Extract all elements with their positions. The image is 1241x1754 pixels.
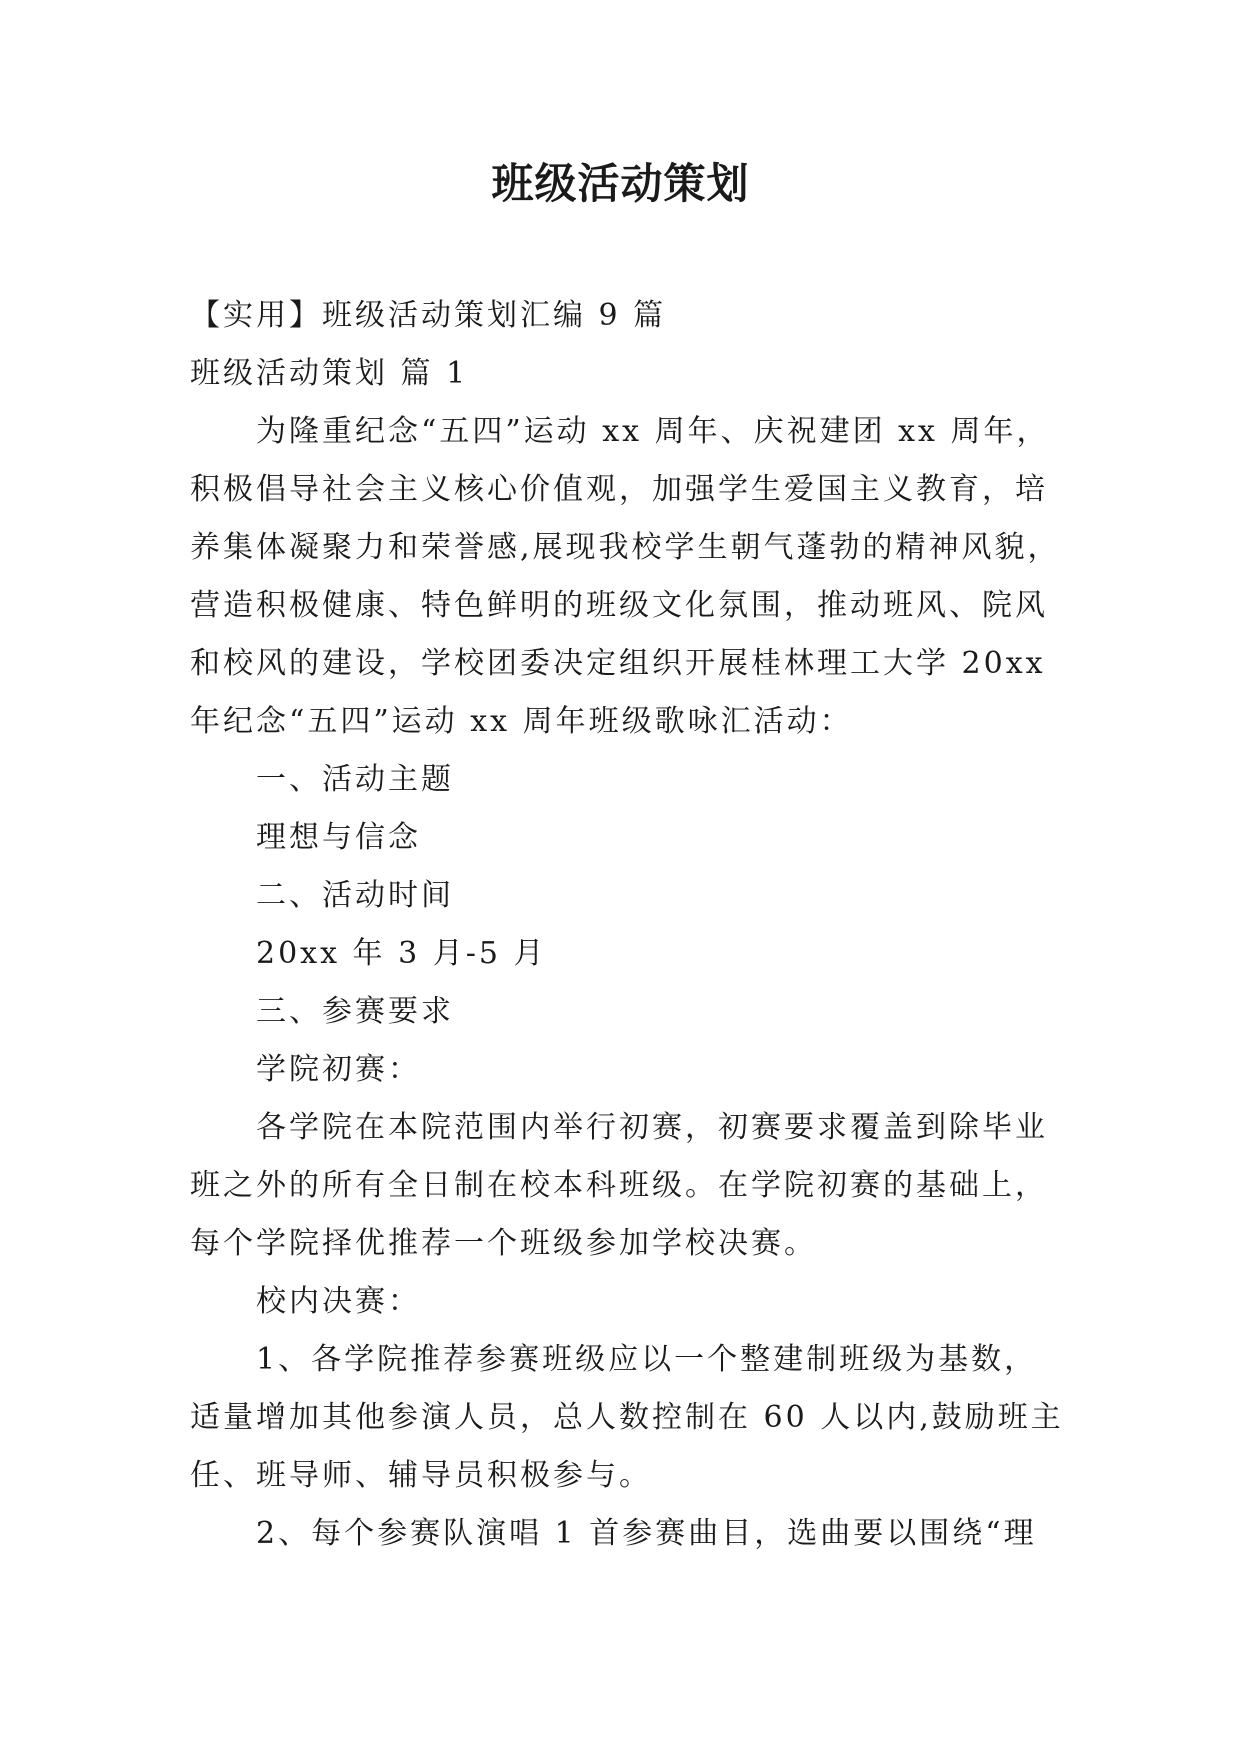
paragraph-line: 班之外的所有全日制在校本科班级。在学院初赛的基础上， (190, 1168, 1048, 1203)
list-item-line: 1、各学院推荐参赛班级应以一个整建制班级为基数， (256, 1342, 1038, 1377)
paragraph-line: 积极倡导社会主义核心价值观，加强学生爱国主义教育，培 (190, 472, 1048, 507)
subheading-final: 校内决赛： (256, 1284, 421, 1319)
time-text: 20xx 年 3 月-5 月 (256, 936, 547, 971)
theme-text: 理想与信念 (256, 820, 421, 855)
paragraph-line: 养集体凝聚力和荣誉感,展现我校学生朝气蓬勃的精神风貌， (190, 530, 1061, 565)
paragraph-line: 各学院在本院范围内举行初赛，初赛要求覆盖到除毕业 (256, 1110, 1048, 1145)
list-item-line: 适量增加其他参演人员，总人数控制在 60 人以内,鼓励班主 (190, 1400, 1064, 1435)
document-title: 班级活动策划 (491, 159, 750, 208)
heading-theme: 一、活动主题 (256, 762, 454, 797)
paragraph-line: 为隆重纪念“五四”运动 xx 周年、庆祝建团 xx 周年， (256, 414, 1050, 449)
paragraph-line: 年纪念“五四”运动 xx 周年班级歌咏汇活动： (190, 704, 853, 739)
subheading-preliminary: 学院初赛： (256, 1052, 421, 1087)
list-item-line: 任、班导师、辅导员积极参与。 (190, 1458, 652, 1493)
paragraph-line: 每个学院择优推荐一个班级参加学校决赛。 (190, 1226, 817, 1261)
document-body (190, 287, 1070, 1563)
heading-time: 二、活动时间 (256, 878, 454, 913)
section-heading: 班级活动策划 篇 1 (190, 356, 469, 391)
list-item-line: 2、每个参赛队演唱 1 首参赛曲目，选曲要以围绕“理 (256, 1516, 1037, 1551)
paragraph-line: 营造积极健康、特色鲜明的班级文化氛围，推动班风、院风 (190, 588, 1048, 623)
heading-requirements: 三、参赛要求 (256, 994, 454, 1029)
paragraph-line: 和校风的建设，学校团委决定组织开展桂林理工大学 20xx (190, 646, 1046, 681)
subtitle-line: 【实用】班级活动策划汇编 9 篇 (190, 298, 667, 333)
